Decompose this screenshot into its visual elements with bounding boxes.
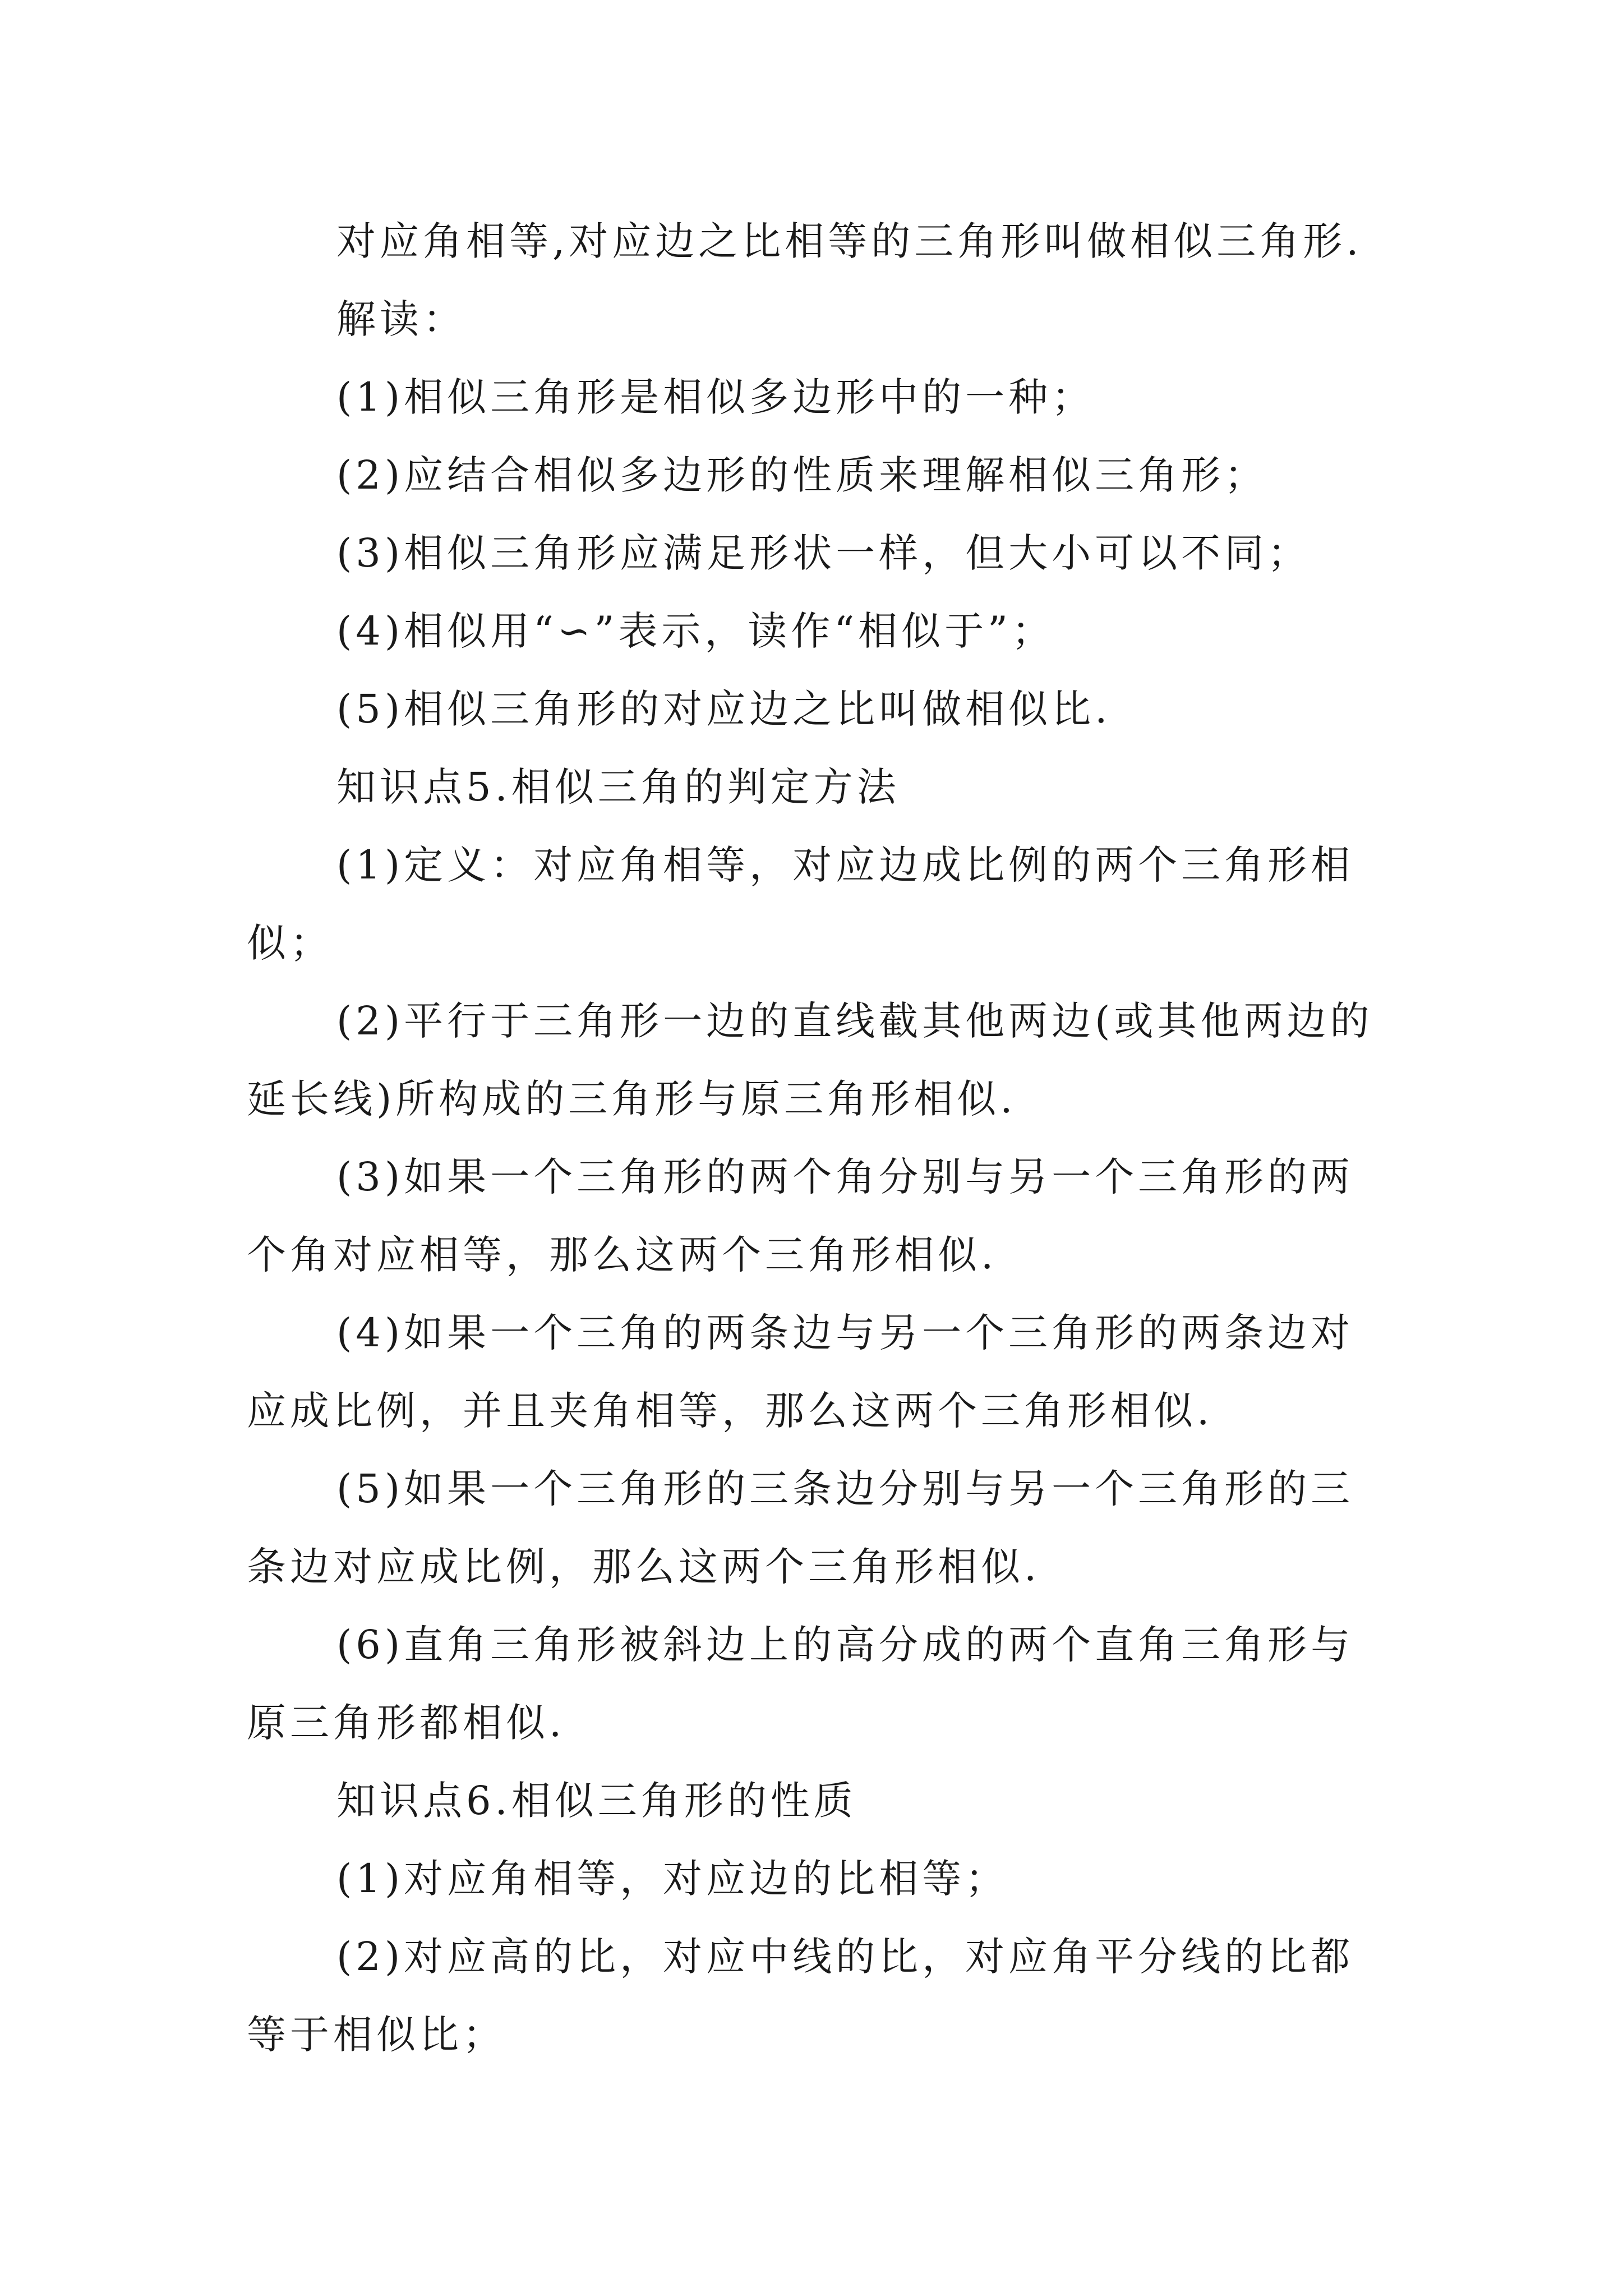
criterion-5-line-2: 条边对应成比例，那么这两个三角形相似. bbox=[247, 1544, 1041, 1590]
interpretation-heading: 解读： bbox=[336, 296, 466, 342]
criterion-2-line-2: 延长线)所构成的三角形与原三角形相似. bbox=[247, 1076, 1017, 1122]
interpretation-item-3: (3)相似三角形应满足形状一样，但大小可以不同； bbox=[336, 530, 1311, 576]
criterion-2-line-1: (2)平行于三角形一边的直线截其他两边(或其他两边的 bbox=[336, 998, 1373, 1044]
criterion-3-line-1: (3)如果一个三角形的两个角分别与另一个三角形的两 bbox=[336, 1154, 1354, 1200]
criterion-3-line-2: 个角对应相等，那么这两个三角形相似. bbox=[247, 1232, 998, 1278]
interpretation-item-1: (1)相似三角形是相似多边形中的一种； bbox=[336, 374, 1095, 420]
property-2-line-2: 等于相似比； bbox=[247, 2012, 506, 2058]
criterion-6-line-2: 原三角形都相似. bbox=[247, 1700, 566, 1746]
property-1: (1)对应角相等，对应边的比相等； bbox=[336, 1856, 1009, 1902]
criterion-6-line-1: (6)直角三角形被斜边上的高分成的两个直角三角形与 bbox=[336, 1622, 1354, 1668]
section-heading-5: 知识点5.相似三角的判定方法 bbox=[336, 764, 900, 810]
interpretation-item-2: (2)应结合相似多边形的性质来理解相似三角形； bbox=[336, 452, 1268, 498]
criterion-1-line-1: (1)定义：对应角相等，对应边成比例的两个三角形相 bbox=[336, 842, 1354, 888]
property-2-line-1: (2)对应高的比，对应中线的比，对应角平分线的比都 bbox=[336, 1934, 1354, 1980]
interpretation-item-4: (4)相似用“∽”表示，读作“相似于”； bbox=[336, 608, 1055, 654]
criterion-4-line-1: (4)如果一个三角的两条边与另一个三角形的两条边对 bbox=[336, 1310, 1354, 1356]
criterion-5-line-1: (5)如果一个三角形的三条边分别与另一个三角形的三 bbox=[336, 1466, 1354, 1512]
section-heading-6: 知识点6.相似三角形的性质 bbox=[336, 1778, 857, 1824]
criterion-1-line-2: 似； bbox=[247, 920, 333, 966]
interpretation-item-5: (5)相似三角形的对应边之比叫做相似比. bbox=[336, 686, 1112, 732]
criterion-4-line-2: 应成比例，并且夹角相等，那么这两个三角形相似. bbox=[247, 1388, 1214, 1434]
definition-text: 对应角相等,对应边之比相等的三角形叫做相似三角形. bbox=[336, 218, 1363, 264]
